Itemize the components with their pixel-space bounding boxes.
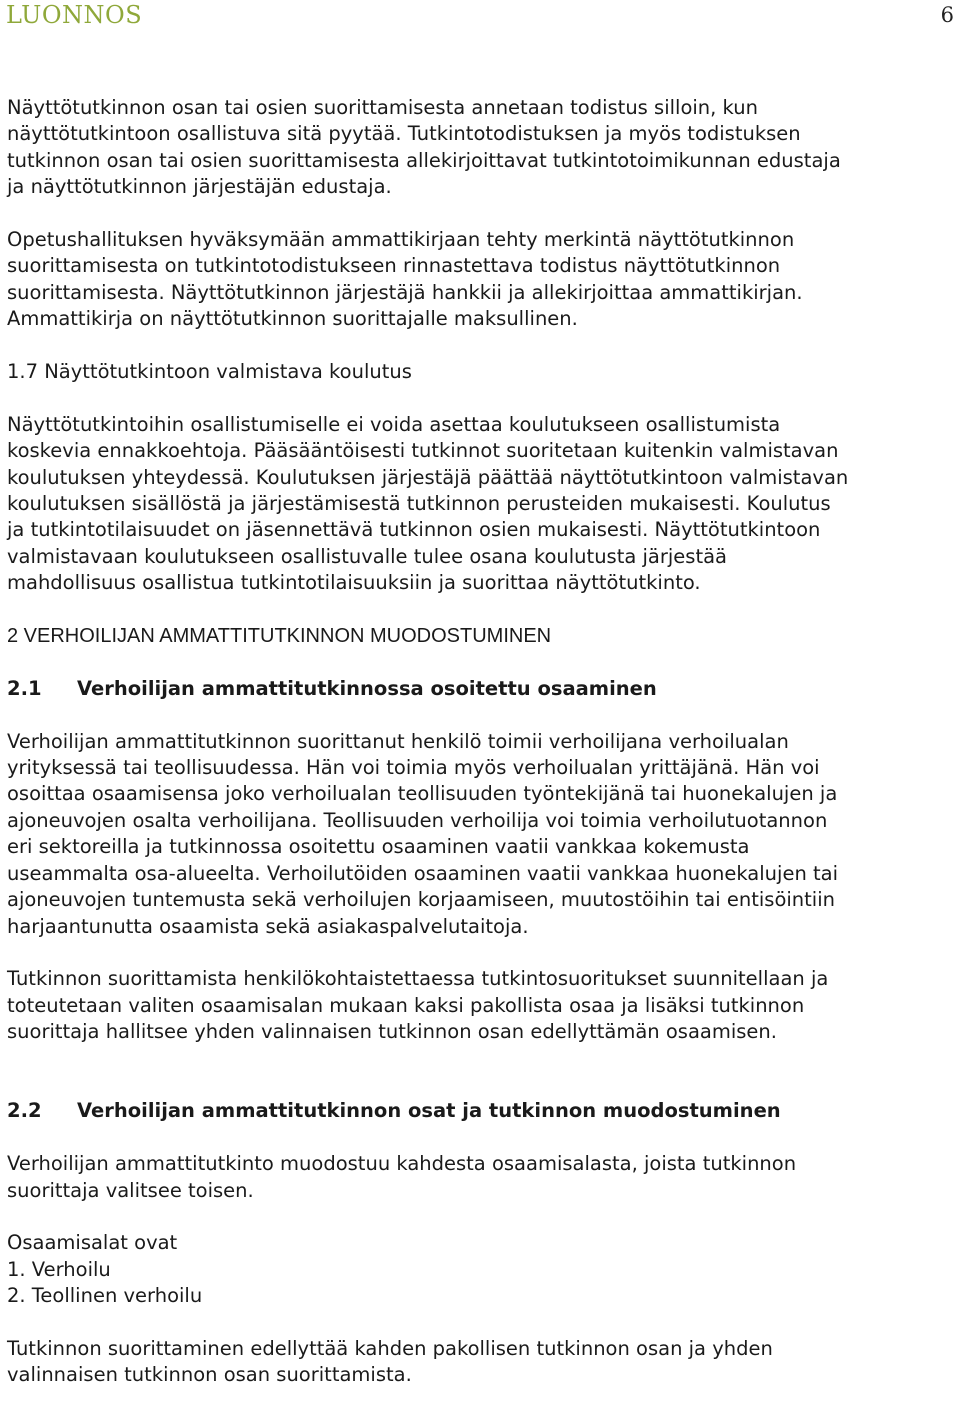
- text-line: eri sektoreilla ja tutkinnossa osoitettu osaaminen vaatii vankkaa kokemusta: [7, 835, 750, 859]
- text-line: useammalta osa-alueelta. Verhoilutöiden osaaminen vaatii vankkaa huonekalujen tai: [7, 861, 839, 885]
- list-intro: Osaamisalat ovat: [7, 1231, 178, 1255]
- document-body: [7, 95, 955, 1415]
- text-line: valinnaisen tutkinnon osan suorittamista.: [7, 1363, 412, 1387]
- osaamisalat-list: [7, 1230, 955, 1309]
- text-line: ja näyttötutkinnon järjestäjän edustaja.: [7, 175, 392, 199]
- text-line: Tutkinnon suorittamista henkilökohtaistettaessa tutkintosuoritukset suunnitellaan ja: [7, 967, 829, 991]
- text-line: Verhoilijan ammattitutkinnon suorittanut henkilö toimii verhoilijana verhoilualan: [7, 729, 789, 753]
- text-line: ja tutkintotilaisuudet on jäsennettävä tutkinnon osien mukaisesti. Näyttötutkintoon: [7, 518, 821, 542]
- paragraph-osaaminen: [7, 729, 955, 940]
- list-item: 1. Verhoilu: [7, 1257, 111, 1281]
- text-line: tutkinnon osan tai osien suorittamisesta allekirjoittavat tutkintotoimikunnan edustaja: [7, 148, 841, 172]
- section-number: 2.1: [7, 676, 42, 700]
- text-line: harjaantunutta osaamista sekä asiakaspalvelutaitoja.: [7, 914, 529, 938]
- text-line: Opetushallituksen hyväksymään ammattikirjaan tehty merkintä näyttötutkinnon: [7, 228, 795, 252]
- text-line: Tutkinnon suorittaminen edellyttää kahden pakollisen tutkinnon osan ja yhden: [7, 1336, 773, 1360]
- text-line: suorittamisesta. Näyttötutkinnon järjestäjä hankkii ja allekirjoittaa ammattikirjan.: [7, 280, 803, 304]
- text-line: Ammattikirja on näyttötutkinnon suorittajalle maksullinen.: [7, 307, 578, 331]
- section-title: Verhoilijan ammattitutkinnon osat ja tutkinnon muodostuminen: [77, 1099, 781, 1123]
- text-line: koulutuksen sisällöstä ja järjestämisestä tutkinnon perusteiden mukaisesti. Koulutus: [7, 492, 831, 516]
- text-line: Verhoilijan ammattitutkinto muodostuu kahdesta osaamisalasta, joista tutkinnon: [7, 1152, 797, 1176]
- text-line: Näyttötutkintoihin osallistumiselle ei voida asettaa koulutukseen osallistumista: [7, 412, 781, 436]
- spacer: [7, 1072, 955, 1098]
- section-title: Verhoilijan ammattitutkinnossa osoitettu osaaminen: [77, 676, 657, 700]
- document-title: LUONNOS: [6, 1, 143, 29]
- text-line: koskevia ennakkoehtoja. Pääsääntöisesti tutkinnot suoritetaan kuitenkin valmistavan: [7, 439, 839, 463]
- paragraph-henkilokohtaistaminen: [7, 966, 955, 1045]
- heading-1-7: 1.7 Näyttötutkintoon valmistava koulutus: [7, 360, 412, 384]
- text-line: suorittaja valitsee toisen.: [7, 1178, 254, 1202]
- text-line: osoittaa osaamisensa joko verhoilualan teollisuuden työntekijänä tai huonekalujen ja: [7, 782, 838, 806]
- text-line: koulutuksen yhteydessä. Koulutuksen järjestäjä päättää näyttötutkintoon valmistavan: [7, 465, 849, 489]
- text-line: ajoneuvojen tuntemusta sekä verhoilujen korjaamiseen, muutostöihin tai entisöintiin: [7, 888, 835, 912]
- text-line: näyttötutkintoon osallistuva sitä pyytää. Tutkintotodistuksen ja myös todistuksen: [7, 122, 801, 146]
- text-line: yrityksessä tai teollisuudessa. Hän voi toimia myös verhoilualan yrittäjänä. Hän voi: [7, 756, 820, 780]
- section-number: 2.2: [7, 1099, 42, 1123]
- chapter-2-heading: 2 VERHOILIJAN AMMATTITUTKINNON MUODOSTUMINEN: [7, 625, 552, 648]
- text-line: suorittamisesta on tutkintotodistukseen rinnastettava todistus näyttötutkinnon: [7, 254, 781, 278]
- paragraph-edellytys: [7, 1336, 955, 1389]
- section-2-2-heading: [7, 1098, 955, 1124]
- page-number: 6: [940, 3, 954, 27]
- text-line: valmistavaan koulutukseen osallistuvalle tulee osana koulutusta järjestää: [7, 544, 728, 568]
- list-item: 2. Teollinen verhoilu: [7, 1284, 203, 1308]
- text-line: mahdollisuus osallistua tutkintotilaisuuksiin ja suorittaa näyttötutkinto.: [7, 571, 701, 595]
- paragraph-ammattikirja: [7, 227, 955, 333]
- paragraph-certificate: [7, 95, 955, 201]
- text-line: toteutetaan valiten osaamisalan mukaan kaksi pakollista osaa ja lisäksi tutkinnon: [7, 993, 805, 1017]
- section-2-1-heading: [7, 676, 955, 702]
- paragraph-koulutus: [7, 412, 955, 597]
- text-line: Näyttötutkinnon osan tai osien suorittamisesta annetaan todistus silloin, kun: [7, 96, 758, 119]
- text-line: suorittaja hallitsee yhden valinnaisen tutkinnon osan edellyttämän osaamisen.: [7, 1020, 777, 1044]
- paragraph-muodostuminen: [7, 1151, 955, 1204]
- text-line: ajoneuvojen osalta verhoilijana. Teollisuuden verhoilija voi toimia verhoilutuotannon: [7, 808, 828, 832]
